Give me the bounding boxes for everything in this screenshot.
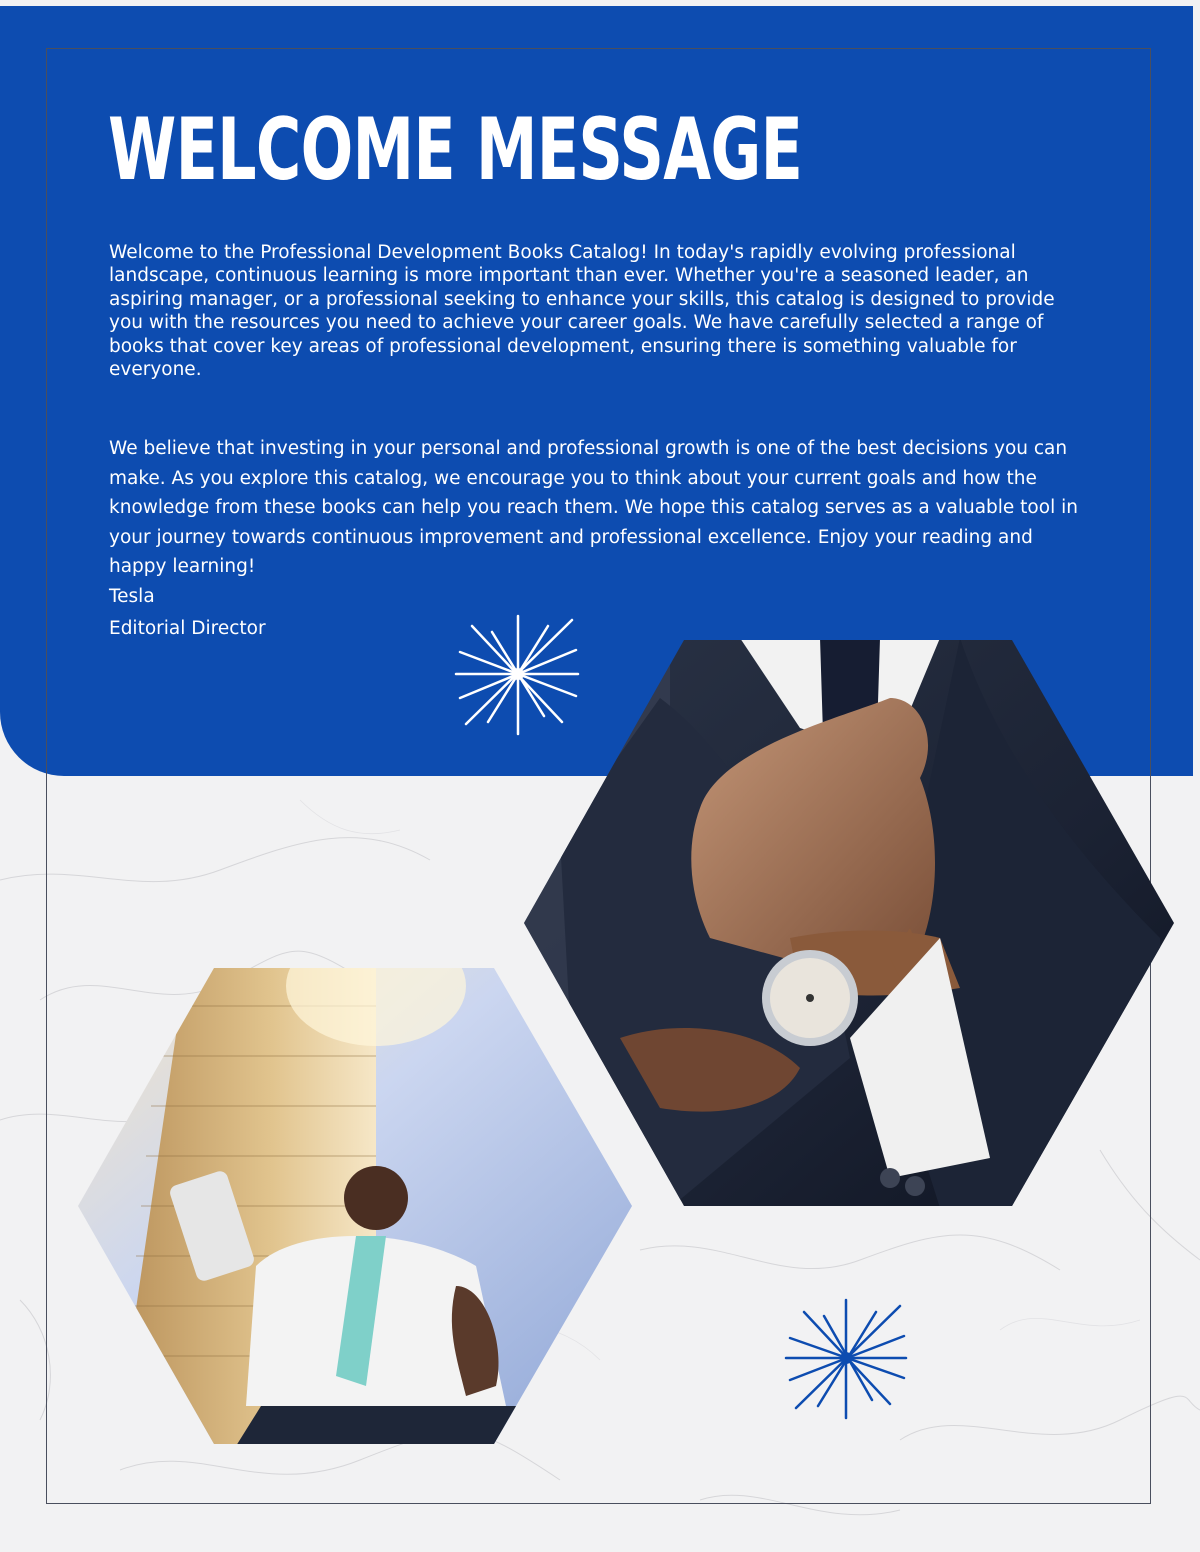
- welcome-paragraph-1: Welcome to the Professional Development Books Catalog! In today's rapidly evolving professional landscape, continuous learning is more important than ever. Whether you're a seasoned leader, an aspiring manager, or a professional seeking to enhance your skills, this catalog is designed to provide you with the resources you need to achieve your career goals. We have carefully selected a range of books that cover key areas of professional development, ensuring there is something valuable for everyone.: [109, 242, 1055, 381]
- signature-name: Tesla: [109, 586, 155, 607]
- sparkle-icon: [782, 1296, 910, 1422]
- page-title: WELCOME MESSAGE: [108, 100, 803, 200]
- signature-role: Editorial Director: [109, 618, 266, 639]
- welcome-paragraph-2: We believe that investing in your personal and professional growth is one of the best decisions you can make. As you explore this catalog, we encourage you to think about your current goals and how the knowledge from these books can help you reach them. We hope this catalog serves as a valuable tool in your journey towards continuous improvement and professional excellence. Enjoy your reading and happy learning!: [109, 438, 1078, 577]
- sparkle-icon: [452, 612, 580, 738]
- photo-businessman-skyscraper: [76, 966, 634, 1446]
